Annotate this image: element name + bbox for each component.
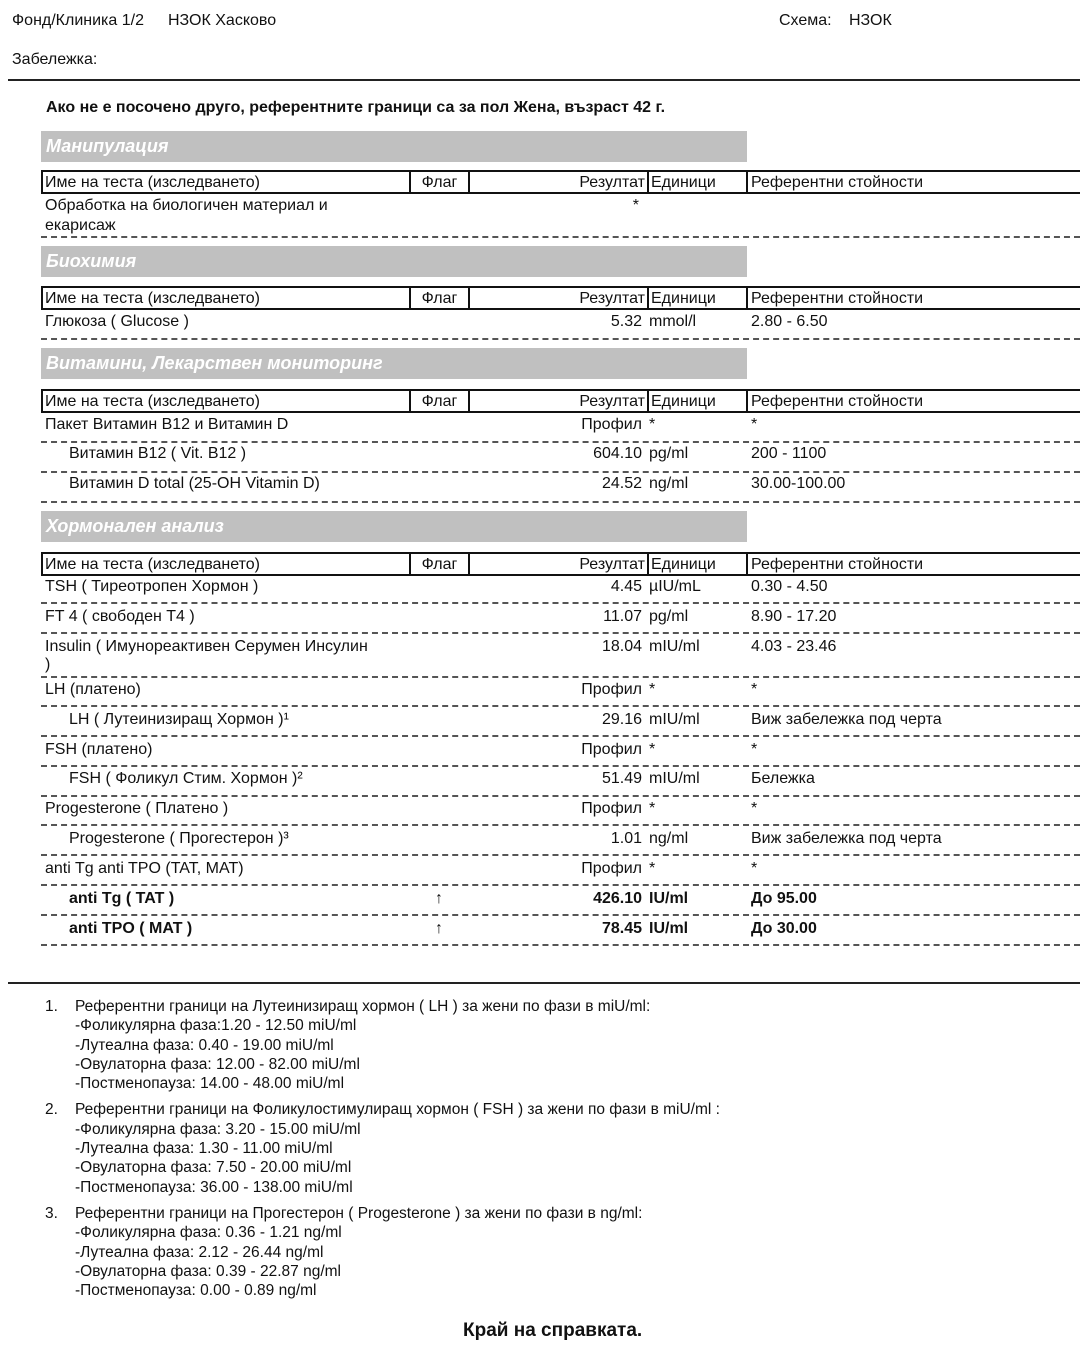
- footnotes: [45, 997, 720, 1307]
- test-name: Глюкоза ( Glucose ): [45, 313, 189, 330]
- test-units: ng/ml: [649, 830, 689, 847]
- col-flag: Флаг: [409, 554, 468, 574]
- col-reference: Референтни стойности: [746, 391, 923, 411]
- test-units: IU/ml: [649, 920, 689, 937]
- test-result: 426.10: [593, 890, 642, 907]
- table-row: [41, 711, 1080, 737]
- col-result: Резултат: [468, 554, 645, 574]
- table-header: [41, 389, 1080, 413]
- test-result: 29.16: [601, 711, 642, 728]
- footnote-line: -Овулаторна фаза: 0.39 - 22.87 ng/ml: [75, 1262, 341, 1280]
- test-units: ng/ml: [649, 475, 689, 492]
- test-reference: До 30.00: [751, 920, 817, 937]
- test-result: 604.10: [593, 445, 642, 462]
- table-row: [41, 770, 1080, 797]
- arrow-up-icon: ↑: [435, 920, 443, 937]
- table-row: [41, 800, 1080, 826]
- table-row: [41, 681, 1080, 707]
- table-row: [41, 638, 1080, 678]
- section-title-hormones: Хормонален анализ: [41, 511, 747, 542]
- test-units: mIU/ml: [649, 638, 700, 655]
- test-units: µIU/mL: [649, 578, 701, 595]
- col-result: Резултат: [468, 288, 645, 308]
- test-reference: 2.80 - 6.50: [751, 313, 828, 330]
- section-title-manipulation: Манипулация: [41, 131, 747, 162]
- arrow-up-icon: ↑: [435, 890, 443, 907]
- test-name: LH ( Лутеинизиращ Хормон )¹: [69, 711, 289, 728]
- table-header: [41, 286, 1080, 310]
- test-units: *: [649, 800, 656, 817]
- fund-label: Фонд/Клиника 1/2: [12, 12, 144, 29]
- test-units: mIU/ml: [649, 711, 700, 728]
- note-label: Забележка:: [12, 51, 98, 68]
- footnote-line: -Лутеална фаза: 0.40 - 19.00 miU/ml: [75, 1036, 334, 1054]
- test-reference: До 95.00: [751, 890, 817, 907]
- header-divider: [8, 79, 1080, 81]
- footnote-number: 2.: [45, 1101, 58, 1119]
- test-reference: 0.30 - 4.50: [751, 578, 828, 595]
- col-result: Резултат: [468, 391, 645, 411]
- col-result: Резултат: [468, 172, 645, 192]
- col-units: Единици: [647, 288, 716, 308]
- test-name-cont: екарисаж: [45, 217, 116, 234]
- col-name: Име на теста (изследването): [45, 556, 260, 573]
- test-name-cont: ): [45, 656, 51, 673]
- test-reference: Виж забележка под черта: [751, 711, 942, 728]
- table-row: [41, 475, 1080, 503]
- test-units: *: [649, 860, 656, 877]
- footnote-line: -Фоликулярна фаза: 3.20 - 15.00 miU/ml: [75, 1120, 361, 1138]
- test-result: Профил: [581, 681, 642, 698]
- footnote-line: -Постменопауза: 0.00 - 0.89 ng/ml: [75, 1282, 317, 1300]
- col-units: Единици: [647, 391, 716, 411]
- table-row: [41, 445, 1080, 473]
- col-name: Име на теста (изследването): [45, 290, 260, 307]
- footnote-title: Референтни граници на Фоликулостимулиращ хормон ( FSH ) за жени по фази в miU/ml :: [75, 1101, 720, 1119]
- footnote-line: -Лутеална фаза: 2.12 - 26.44 ng/ml: [75, 1243, 324, 1261]
- test-units: *: [649, 416, 656, 433]
- test-name: LH (платено): [45, 681, 141, 698]
- col-units: Единици: [647, 172, 716, 192]
- test-reference: 4.03 - 23.46: [751, 638, 837, 655]
- table-row: [41, 416, 1080, 443]
- col-flag: Флаг: [409, 288, 468, 308]
- end-of-report: Край на справката.: [463, 1320, 643, 1341]
- fund-value: НЗОК Хасково: [168, 12, 277, 29]
- test-reference: 8.90 - 17.20: [751, 608, 837, 625]
- test-name: Пакет Витамин B12 и Витамин D: [45, 416, 289, 433]
- test-result: 18.04: [601, 638, 642, 655]
- col-name: Име на теста (изследването): [45, 174, 260, 191]
- test-result: 5.32: [610, 313, 642, 330]
- col-reference: Референтни стойности: [746, 172, 923, 192]
- test-reference: 200 - 1100: [751, 445, 827, 462]
- test-reference: Виж забележка под черта: [751, 830, 942, 847]
- test-name: FSH (платено): [45, 741, 153, 758]
- test-name: anti TPO ( MAT ): [69, 920, 193, 937]
- section-title-vitamins: Витамини, Лекарствен мониторинг: [41, 348, 747, 379]
- footnote-line: -Овулаторна фаза: 7.50 - 20.00 miU/ml: [75, 1159, 352, 1177]
- test-reference: *: [751, 800, 758, 817]
- footnote-title: Референтни граници на Лутеинизиращ хормон ( LH ) за жени по фази в miU/ml:: [75, 998, 651, 1015]
- table-row: [41, 830, 1080, 856]
- col-reference: Референтни стойности: [746, 554, 923, 574]
- test-reference: *: [751, 416, 758, 433]
- test-units: *: [649, 681, 656, 698]
- test-result: Профил: [581, 860, 642, 877]
- col-name: Име на теста (изследването): [45, 393, 260, 410]
- test-name: Progesterone ( Платено ): [45, 800, 229, 817]
- table-row: [41, 608, 1080, 634]
- footnote-line: -Постменопауза: 36.00 - 138.00 miU/ml: [75, 1178, 353, 1196]
- test-name: Витамин B12 ( Vit. B12 ): [69, 445, 247, 462]
- footnote-number: 3.: [45, 1204, 58, 1222]
- table-row-abnormal: [41, 920, 1080, 946]
- footnote-lh: [45, 997, 720, 1093]
- test-name: FSH ( Фоликул Стим. Хормон )²: [69, 770, 303, 787]
- test-result: 11.07: [603, 608, 642, 625]
- footnote-fsh: [45, 1100, 720, 1196]
- section-title-biochemistry: Биохимия: [41, 246, 747, 277]
- test-reference: 30.00-100.00: [751, 475, 846, 492]
- footnote-progesterone: [45, 1204, 720, 1300]
- footnote-line: -Овулаторна фаза: 12.00 - 82.00 miU/ml: [75, 1055, 360, 1073]
- test-name: Витамин D total (25-OH Vitamin D): [69, 475, 320, 492]
- test-name: FT 4 ( свободен T4 ): [45, 608, 195, 625]
- test-units: IU/ml: [649, 890, 689, 907]
- test-result: 24.52: [601, 475, 642, 492]
- col-flag: Флаг: [409, 391, 468, 411]
- test-name: TSH ( Тиреотропен Хормон ): [45, 578, 259, 595]
- table-row: [41, 313, 1080, 340]
- footnote-number: 1.: [45, 998, 58, 1015]
- test-units: *: [649, 741, 656, 758]
- test-name: Progesterone ( Прогестерон )³: [69, 830, 289, 847]
- test-result: *: [632, 197, 639, 214]
- test-reference: Бележка: [751, 770, 815, 787]
- footnote-line: -Фоликулярна фаза:1.20 - 12.50 miU/ml: [75, 1017, 357, 1035]
- footnotes-divider: [8, 982, 1080, 984]
- test-result: Профил: [581, 741, 642, 758]
- footnote-line: -Фоликулярна фаза: 0.36 - 1.21 ng/ml: [75, 1224, 342, 1242]
- test-result: 51.49: [601, 770, 642, 787]
- col-units: Единици: [647, 554, 716, 574]
- test-reference: *: [751, 860, 758, 877]
- table-header: [41, 170, 1080, 194]
- test-units: pg/ml: [649, 608, 689, 625]
- test-reference: *: [751, 681, 758, 698]
- test-units: mIU/ml: [649, 770, 700, 787]
- scheme-label: Схема:: [779, 12, 832, 29]
- test-result: Профил: [581, 800, 642, 817]
- table-row-abnormal: [41, 890, 1080, 916]
- col-reference: Референтни стойности: [746, 288, 923, 308]
- test-name: anti Tg anti TPO (TAT, MAT): [45, 860, 244, 877]
- table-row: [41, 578, 1080, 604]
- footnote-line: -Лутеална фаза: 1.30 - 11.00 miU/ml: [75, 1140, 333, 1158]
- test-units: pg/ml: [649, 445, 689, 462]
- test-result: 4.45: [610, 578, 642, 595]
- table-row: [41, 860, 1080, 886]
- test-result: Профил: [581, 416, 642, 433]
- col-flag: Флаг: [409, 172, 468, 192]
- table-row: [41, 197, 1080, 238]
- table-header: [41, 552, 1080, 576]
- intro-text: Ако не е посочено друго, референтните граници са за пол Жена, възраст 42 г.: [46, 99, 666, 116]
- test-result: 1.01: [610, 830, 642, 847]
- test-reference: *: [751, 741, 758, 758]
- scheme-value: НЗОК: [849, 12, 892, 29]
- test-units: mmol/l: [649, 313, 697, 330]
- table-row: [41, 741, 1080, 767]
- footnote-line: -Постменопауза: 14.00 - 48.00 miU/ml: [75, 1075, 345, 1093]
- test-name: anti Tg ( TAT ): [69, 890, 175, 907]
- footnote-title: Референтни граници на Прогестерон ( Progesterone ) за жени по фази в ng/ml:: [75, 1204, 643, 1222]
- test-result: 78.45: [601, 920, 642, 937]
- test-name: Обработка на биологичен материал и: [45, 197, 328, 214]
- test-name: Insulin ( Имунореактивен Серумен Инсулин: [45, 638, 368, 655]
